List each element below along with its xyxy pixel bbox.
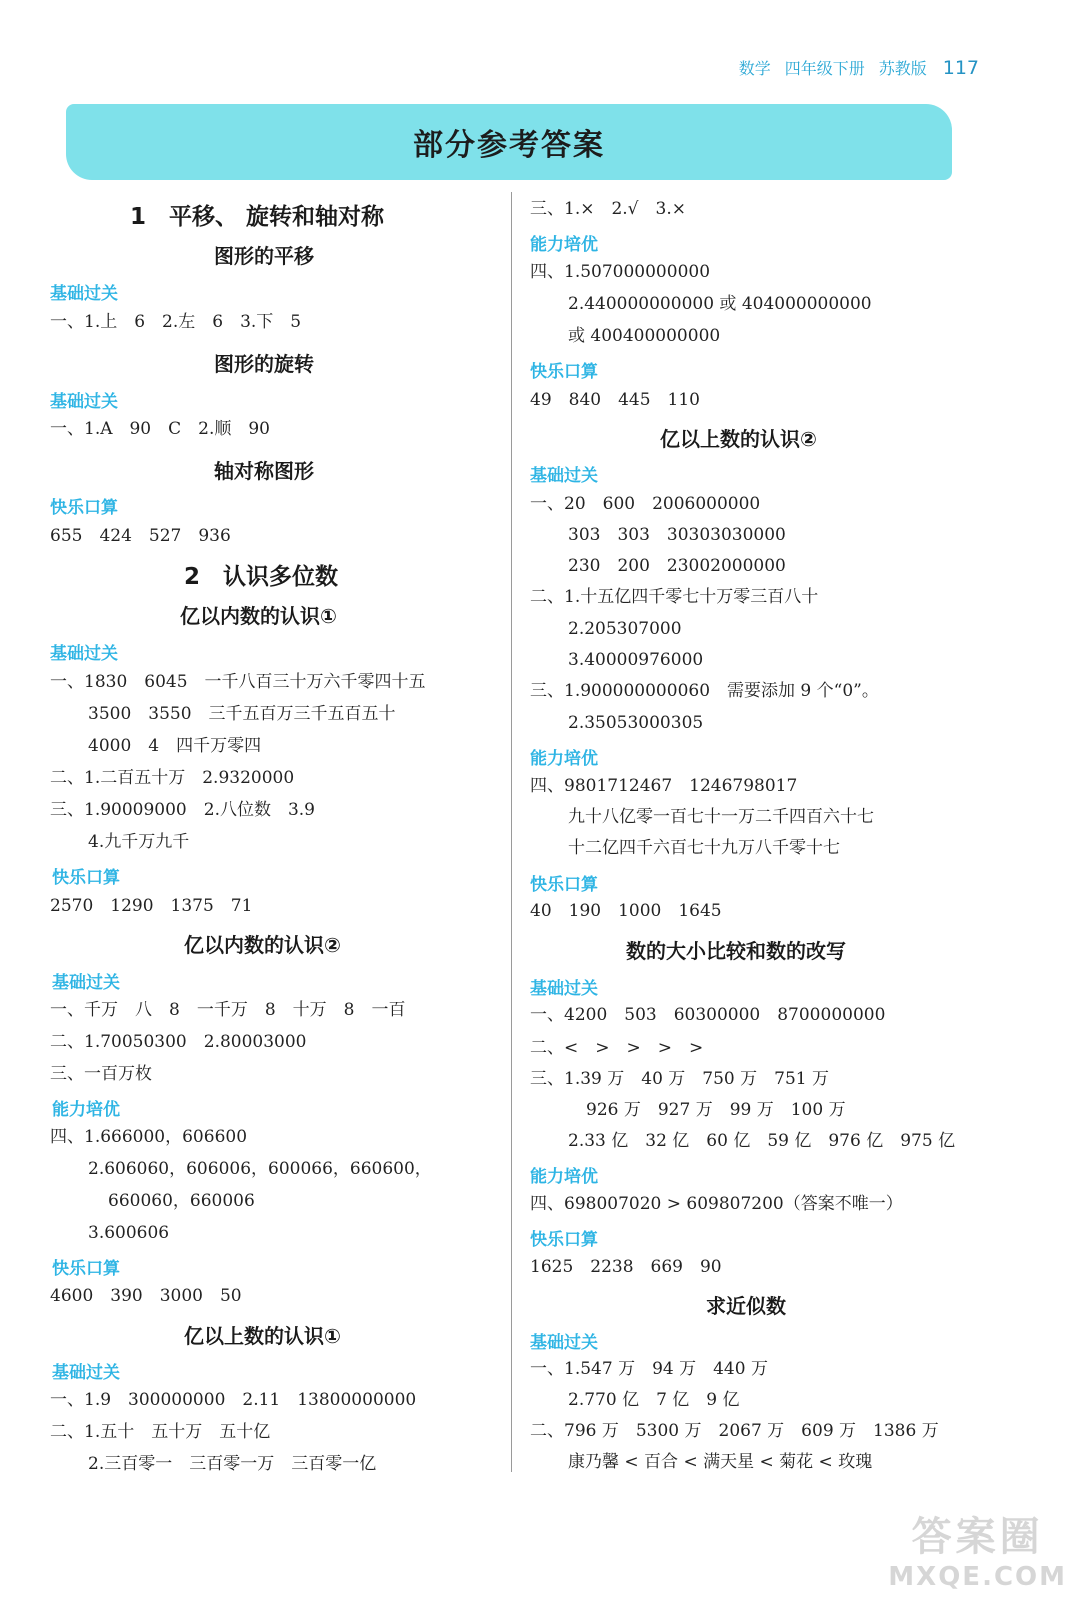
answer-line: 十二亿四千六百七十九万八千零十七 — [568, 838, 840, 858]
answer-line: 或 400400000000 — [568, 326, 721, 346]
section-tag: 快乐口算 — [530, 1230, 598, 1250]
answer-line: 3500 3550 三千五百万三千五百五十 — [88, 704, 396, 724]
section-tag: 基础过关 — [530, 466, 598, 486]
page-header — [739, 56, 979, 79]
section-tag: 快乐口算 — [50, 498, 118, 518]
answer-line: 二、1.70050300 2.80003000 — [50, 1032, 307, 1052]
answer-line: 三、1.39 万 40 万 750 万 751 万 — [530, 1069, 829, 1089]
answer-line: 655 424 527 936 — [50, 526, 231, 546]
answer-line: 3.40000976000 — [568, 650, 704, 670]
answer-line: 九十八亿零一百七十一万二千四百六十七 — [568, 807, 874, 827]
answer-line: 40 190 1000 1645 — [530, 901, 722, 921]
answer-line: 1625 2238 669 90 — [530, 1257, 722, 1277]
section-heading: 求近似数 — [706, 1294, 786, 1318]
section-tag: 快乐口算 — [530, 875, 598, 895]
answer-line: 三、1.90009000 2.八位数 3.9 — [50, 800, 316, 820]
answer-line: 一、1.547 万 94 万 440 万 — [530, 1359, 768, 1379]
section-tag: 快乐口算 — [52, 1259, 120, 1279]
answer-line: 2570 1290 1375 71 — [50, 896, 253, 916]
answer-line: 230 200 23002000000 — [568, 556, 786, 576]
answer-line: 四、1.507000000000 — [530, 262, 711, 282]
answer-line: 一、千万 八 8 一千万 8 十万 8 一百 — [50, 1000, 406, 1020]
answer-line: 一、1.9 300000000 2.11 13800000000 — [50, 1390, 417, 1410]
section-tag: 快乐口算 — [52, 868, 120, 888]
header-edition: 苏教版 — [878, 59, 927, 78]
answer-line: 49 840 445 110 — [530, 390, 700, 410]
section-tag: 能力培优 — [52, 1100, 120, 1120]
answer-line: 二、1.二百五十万 2.9320000 — [50, 768, 295, 788]
answer-line: 2.35053000305 — [568, 713, 704, 733]
section-heading: 亿以内数的认识① — [180, 604, 337, 628]
unit-heading: 2 认识多位数 — [184, 564, 339, 590]
answer-line: 2.三百零一 三百零一万 三百零一亿 — [88, 1454, 377, 1474]
answer-line: 一、20 600 2006000000 — [530, 494, 761, 514]
answer-line: 660060，660006 — [108, 1191, 255, 1211]
section-tag: 基础过关 — [530, 1333, 598, 1353]
answer-line: 2.770 亿 7 亿 9 亿 — [568, 1390, 740, 1410]
section-heading: 亿以内数的认识② — [184, 933, 341, 957]
answer-line: 2.205307000 — [568, 619, 682, 639]
header-grade: 四年级下册 — [784, 59, 865, 78]
answer-line: 4000 4 四千万零四 — [88, 736, 262, 756]
section-tag: 基础过关 — [50, 392, 118, 412]
section-tag: 基础过关 — [530, 979, 598, 999]
section-heading: 数的大小比较和数的改写 — [626, 939, 846, 963]
answer-line: 康乃馨 < 百合 < 满天星 < 菊花 < 玫瑰 — [568, 1452, 873, 1472]
answer-line: 三、1.900000000060 需要添加 9 个“0”。 — [530, 681, 879, 701]
answer-line: 一、1830 6045 一千八百三十万六千零四十五 — [50, 672, 426, 692]
answer-line: 四、9801712467 1246798017 — [530, 776, 798, 796]
answer-line: 四、1.666000，606600 — [50, 1127, 248, 1147]
page-title: 部分参考答案 — [413, 128, 605, 163]
answer-line: 二、< > > > > — [530, 1038, 704, 1058]
section-tag: 能力培优 — [530, 749, 598, 769]
watermark-text: 答案圈 — [911, 1514, 1044, 1560]
section-heading: 图形的平移 — [214, 244, 314, 268]
section-tag: 基础过关 — [50, 284, 118, 304]
section-heading: 亿以上数的认识② — [660, 427, 817, 451]
section-heading: 轴对称图形 — [214, 459, 314, 483]
answer-line: 二、1.十五亿四千零七十万零三百八十 — [530, 587, 819, 607]
section-tag: 能力培优 — [530, 1167, 598, 1187]
answer-line: 二、796 万 5300 万 2067 万 609 万 1386 万 — [530, 1421, 939, 1441]
answer-line: 三、1.× 2.√ 3.× — [530, 199, 686, 219]
section-tag: 基础过关 — [50, 644, 118, 664]
section-tag: 能力培优 — [530, 235, 598, 255]
answer-line: 2.440000000000 或 404000000000 — [568, 294, 872, 314]
unit-heading: 1 平移、 旋转和轴对称 — [130, 204, 385, 230]
answer-line: 二、1.五十 五十万 五十亿 — [50, 1422, 271, 1442]
answer-line: 4.九千万九千 — [88, 832, 190, 852]
answer-line: 四、698007020 > 609807200（答案不唯一） — [530, 1194, 903, 1214]
title-banner — [66, 104, 952, 180]
answer-line: 926 万 927 万 99 万 100 万 — [586, 1100, 846, 1120]
section-tag: 快乐口算 — [530, 362, 598, 382]
section-heading: 图形的旋转 — [214, 352, 314, 376]
answer-line: 4600 390 3000 50 — [50, 1286, 242, 1306]
column-divider — [511, 192, 512, 1472]
section-heading: 亿以上数的认识① — [184, 1324, 341, 1348]
header-subject: 数学 — [738, 59, 771, 78]
watermark-url: MXQE.COM — [888, 1562, 1067, 1592]
answer-line: 三、一百万枚 — [50, 1064, 152, 1084]
answer-line: 一、4200 503 60300000 8700000000 — [530, 1005, 886, 1025]
answer-line: 3.600606 — [88, 1223, 170, 1243]
answer-line: 一、1.A 90 C 2.顺 90 — [50, 419, 270, 439]
section-tag: 基础过关 — [52, 973, 120, 993]
answer-line: 303 303 30303030000 — [568, 525, 786, 545]
answer-line: 2.33 亿 32 亿 60 亿 59 亿 976 亿 975 亿 — [568, 1131, 956, 1151]
answer-line: 一、1.上 6 2.左 6 3.下 5 — [50, 312, 302, 332]
site-watermark — [888, 1505, 1067, 1592]
answer-line: 2.606060，606006，600066，660600， — [88, 1159, 432, 1179]
section-tag: 基础过关 — [52, 1363, 120, 1383]
page-number: 117 — [942, 57, 979, 79]
